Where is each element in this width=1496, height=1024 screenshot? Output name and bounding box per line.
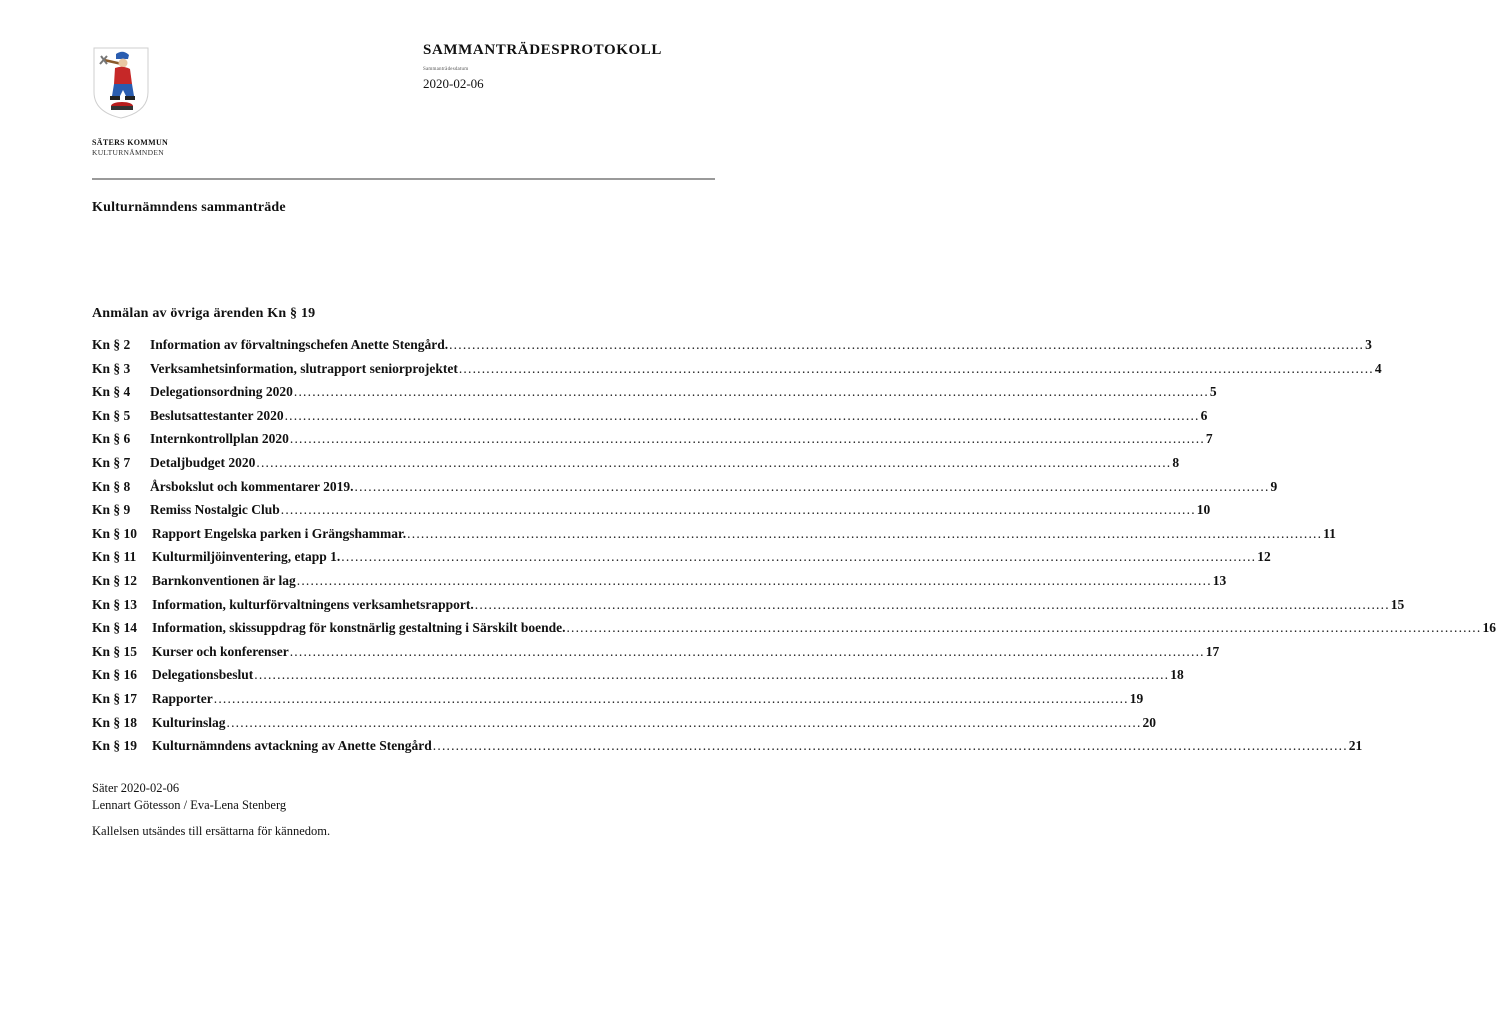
toc-leader-dots: ........................................................................................................................................................................................................ [213,690,1129,706]
toc-item[interactable] [92,407,1208,432]
toc-item-number: Kn § 5 [92,407,131,423]
toc-item-number: Kn § 9 [92,502,131,518]
toc-item-title: Delegationsbeslut [152,667,254,683]
toc-item[interactable] [92,525,1336,550]
toc-item-page: 5 [1209,384,1217,400]
toc-leader-dots: ........................................................................................................................................................................................................ [284,407,1200,423]
toc-leader-dots: ........................................................................................................................................................................................................ [341,549,1257,565]
toc-leader-dots: ........................................................................................................................................................................................................ [256,454,1172,470]
toc-item-number: Kn § 8 [92,478,131,494]
toc-leader-dots: ........................................................................................................................................................................................................ [226,714,1142,730]
toc-leader-dots: ........................................................................................................................................................................................................ [474,596,1390,612]
toc-leader-dots: ........................................................................................................................................................................................................ [566,620,1482,636]
org-name: SÄTERS KOMMUN [92,138,169,147]
toc-item-page: 11 [1323,525,1336,541]
toc-item-page: 16 [1482,620,1496,636]
toc-item-number: Kn § 19 [92,738,138,754]
toc-item[interactable] [92,337,1372,361]
toc-item-page: 3 [1365,337,1372,352]
toc-item-number: Kn § 6 [92,431,131,447]
toc-item-number: Kn § 16 [92,667,138,683]
toc-item-title: Årsbokslut och kommentarer 2019. [150,478,354,494]
toc-item-number: Kn § 4 [92,384,131,400]
toc-item-page: 6 [1200,407,1208,423]
organization-block [92,138,168,158]
distribution-note: Kallelsen utsändes till ersättarna för kännedom. [92,824,331,838]
toc-item-title: Kulturmiljöinventering, etapp 1. [152,549,341,565]
toc-item-page: 19 [1129,690,1144,706]
toc-item[interactable] [92,738,1363,762]
toc-item[interactable] [92,431,1213,455]
toc-leader-dots: ........................................................................................................................................................................................................ [289,643,1205,659]
toc-item-number: Kn § 11 [92,549,137,565]
table-of-contents [92,337,1496,762]
org-department: KULTURNÄMNDEN [92,148,164,157]
document-header [423,42,662,92]
toc-item-title: Information, skissuppdrag för konstnärlig gestaltning i Särskilt boende. [152,620,566,636]
toc-item-title: Kulturinslag [152,714,226,730]
toc-leader-dots: ........................................................................................................................................................................................................ [458,360,1374,376]
toc-item-number: Kn § 7 [92,454,131,470]
toc-leader-dots: ........................................................................................................................................................................................................ [296,572,1212,588]
toc-item[interactable] [92,502,1211,526]
toc-leader-dots: ........................................................................................................................................................................................................ [354,478,1270,494]
toc-item[interactable] [92,690,1144,715]
toc-item[interactable] [92,384,1217,408]
toc-item[interactable] [92,360,1382,385]
document-type: SAMMANTRÄDESPROTOKOLL [423,42,663,58]
toc-item[interactable] [92,667,1184,691]
toc-leader-dots: ........................................................................................................................................................................................................ [254,667,1170,683]
toc-item-number: Kn § 10 [92,525,138,541]
toc-item[interactable] [92,643,1220,668]
toc-item-title: Kulturnämndens avtackning av Anette Stengård [152,738,432,754]
toc-item-title: Rapport Engelska parken i Grängshammar. [152,525,407,541]
toc-item-title: Rapporter [152,690,213,706]
toc-item-page: 9 [1270,478,1278,494]
header-divider [92,178,715,180]
toc-item-page: 15 [1390,596,1405,612]
toc-item-title: Information av förvaltningschefen Anette Stengård. [150,337,449,352]
toc-leader-dots: ........................................................................................................................................................................................................ [432,738,1348,754]
toc-item-page: 21 [1348,738,1363,754]
toc-item-number: Kn § 14 [92,620,138,636]
toc-item[interactable] [92,454,1180,479]
toc-item-page: 12 [1257,549,1271,565]
toc-item-number: Kn § 12 [92,572,138,588]
toc-leader-dots: ........................................................................................................................................................................................................ [407,525,1323,541]
toc-item[interactable] [92,572,1227,597]
toc-item-title: Delegationsordning 2020 [150,384,293,400]
toc-leader-dots: ........................................................................................................................................................................................................ [449,337,1365,352]
document-date: 2020-02-06 [423,76,484,91]
toc-item[interactable] [92,596,1405,621]
document-subtype: Sammanträdesdatum [423,67,469,72]
toc-item-page: 20 [1142,714,1157,730]
toc-item-title: Beslutsattestanter 2020 [150,407,284,423]
toc-item-title: Verksamhetsinformation, slutrapport seniorprojektet [150,360,458,376]
toc-item-title: Kurser och konferenser [152,643,289,659]
toc-item-page: 10 [1196,502,1211,518]
toc-item-page: 13 [1212,572,1227,588]
miner-icon [92,46,150,120]
toc-item-title: Internkontrollplan 2020 [150,431,289,447]
toc-leader-dots: ........................................................................................................................................................................................................ [280,502,1196,518]
meeting-title: Kulturnämndens sammanträde [92,200,286,215]
toc-item-page: 4 [1374,360,1382,376]
toc-item-page: 17 [1205,643,1220,659]
signature-names: Lennart Götesson / Eva-Lena Stenberg [92,798,287,812]
toc-item-page: 7 [1205,431,1213,447]
toc-item-number: Kn § 3 [92,360,131,376]
toc-item-number: Kn § 15 [92,643,138,659]
toc-item-number: Kn § 17 [92,690,138,706]
signature-place-date: Säter 2020-02-06 [92,781,180,795]
toc-item-number: Kn § 18 [92,714,138,730]
toc-item[interactable] [92,714,1157,739]
toc-item-title: Information, kulturförvaltningens verksamhetsrapport. [152,596,474,612]
coat-of-arms-logo [92,46,150,120]
toc-item-number: Kn § 2 [92,337,131,352]
toc-leader-dots: ........................................................................................................................................................................................................ [289,431,1205,447]
toc-item-page: 18 [1170,667,1184,683]
other-matters-heading: Anmälan av övriga ärenden Kn § 19 [92,306,316,321]
toc-item-title: Detaljbudget 2020 [150,454,256,470]
toc-item[interactable] [92,620,1496,644]
toc-item-page: 8 [1172,454,1180,470]
toc-item-title: Barnkonventionen är lag [152,572,296,588]
toc-item[interactable] [92,549,1271,573]
toc-item-title: Remiss Nostalgic Club [150,502,280,518]
toc-item[interactable] [92,478,1278,503]
toc-leader-dots: ........................................................................................................................................................................................................ [293,384,1209,400]
toc-item-number: Kn § 13 [92,596,138,612]
signature-block [92,780,286,814]
